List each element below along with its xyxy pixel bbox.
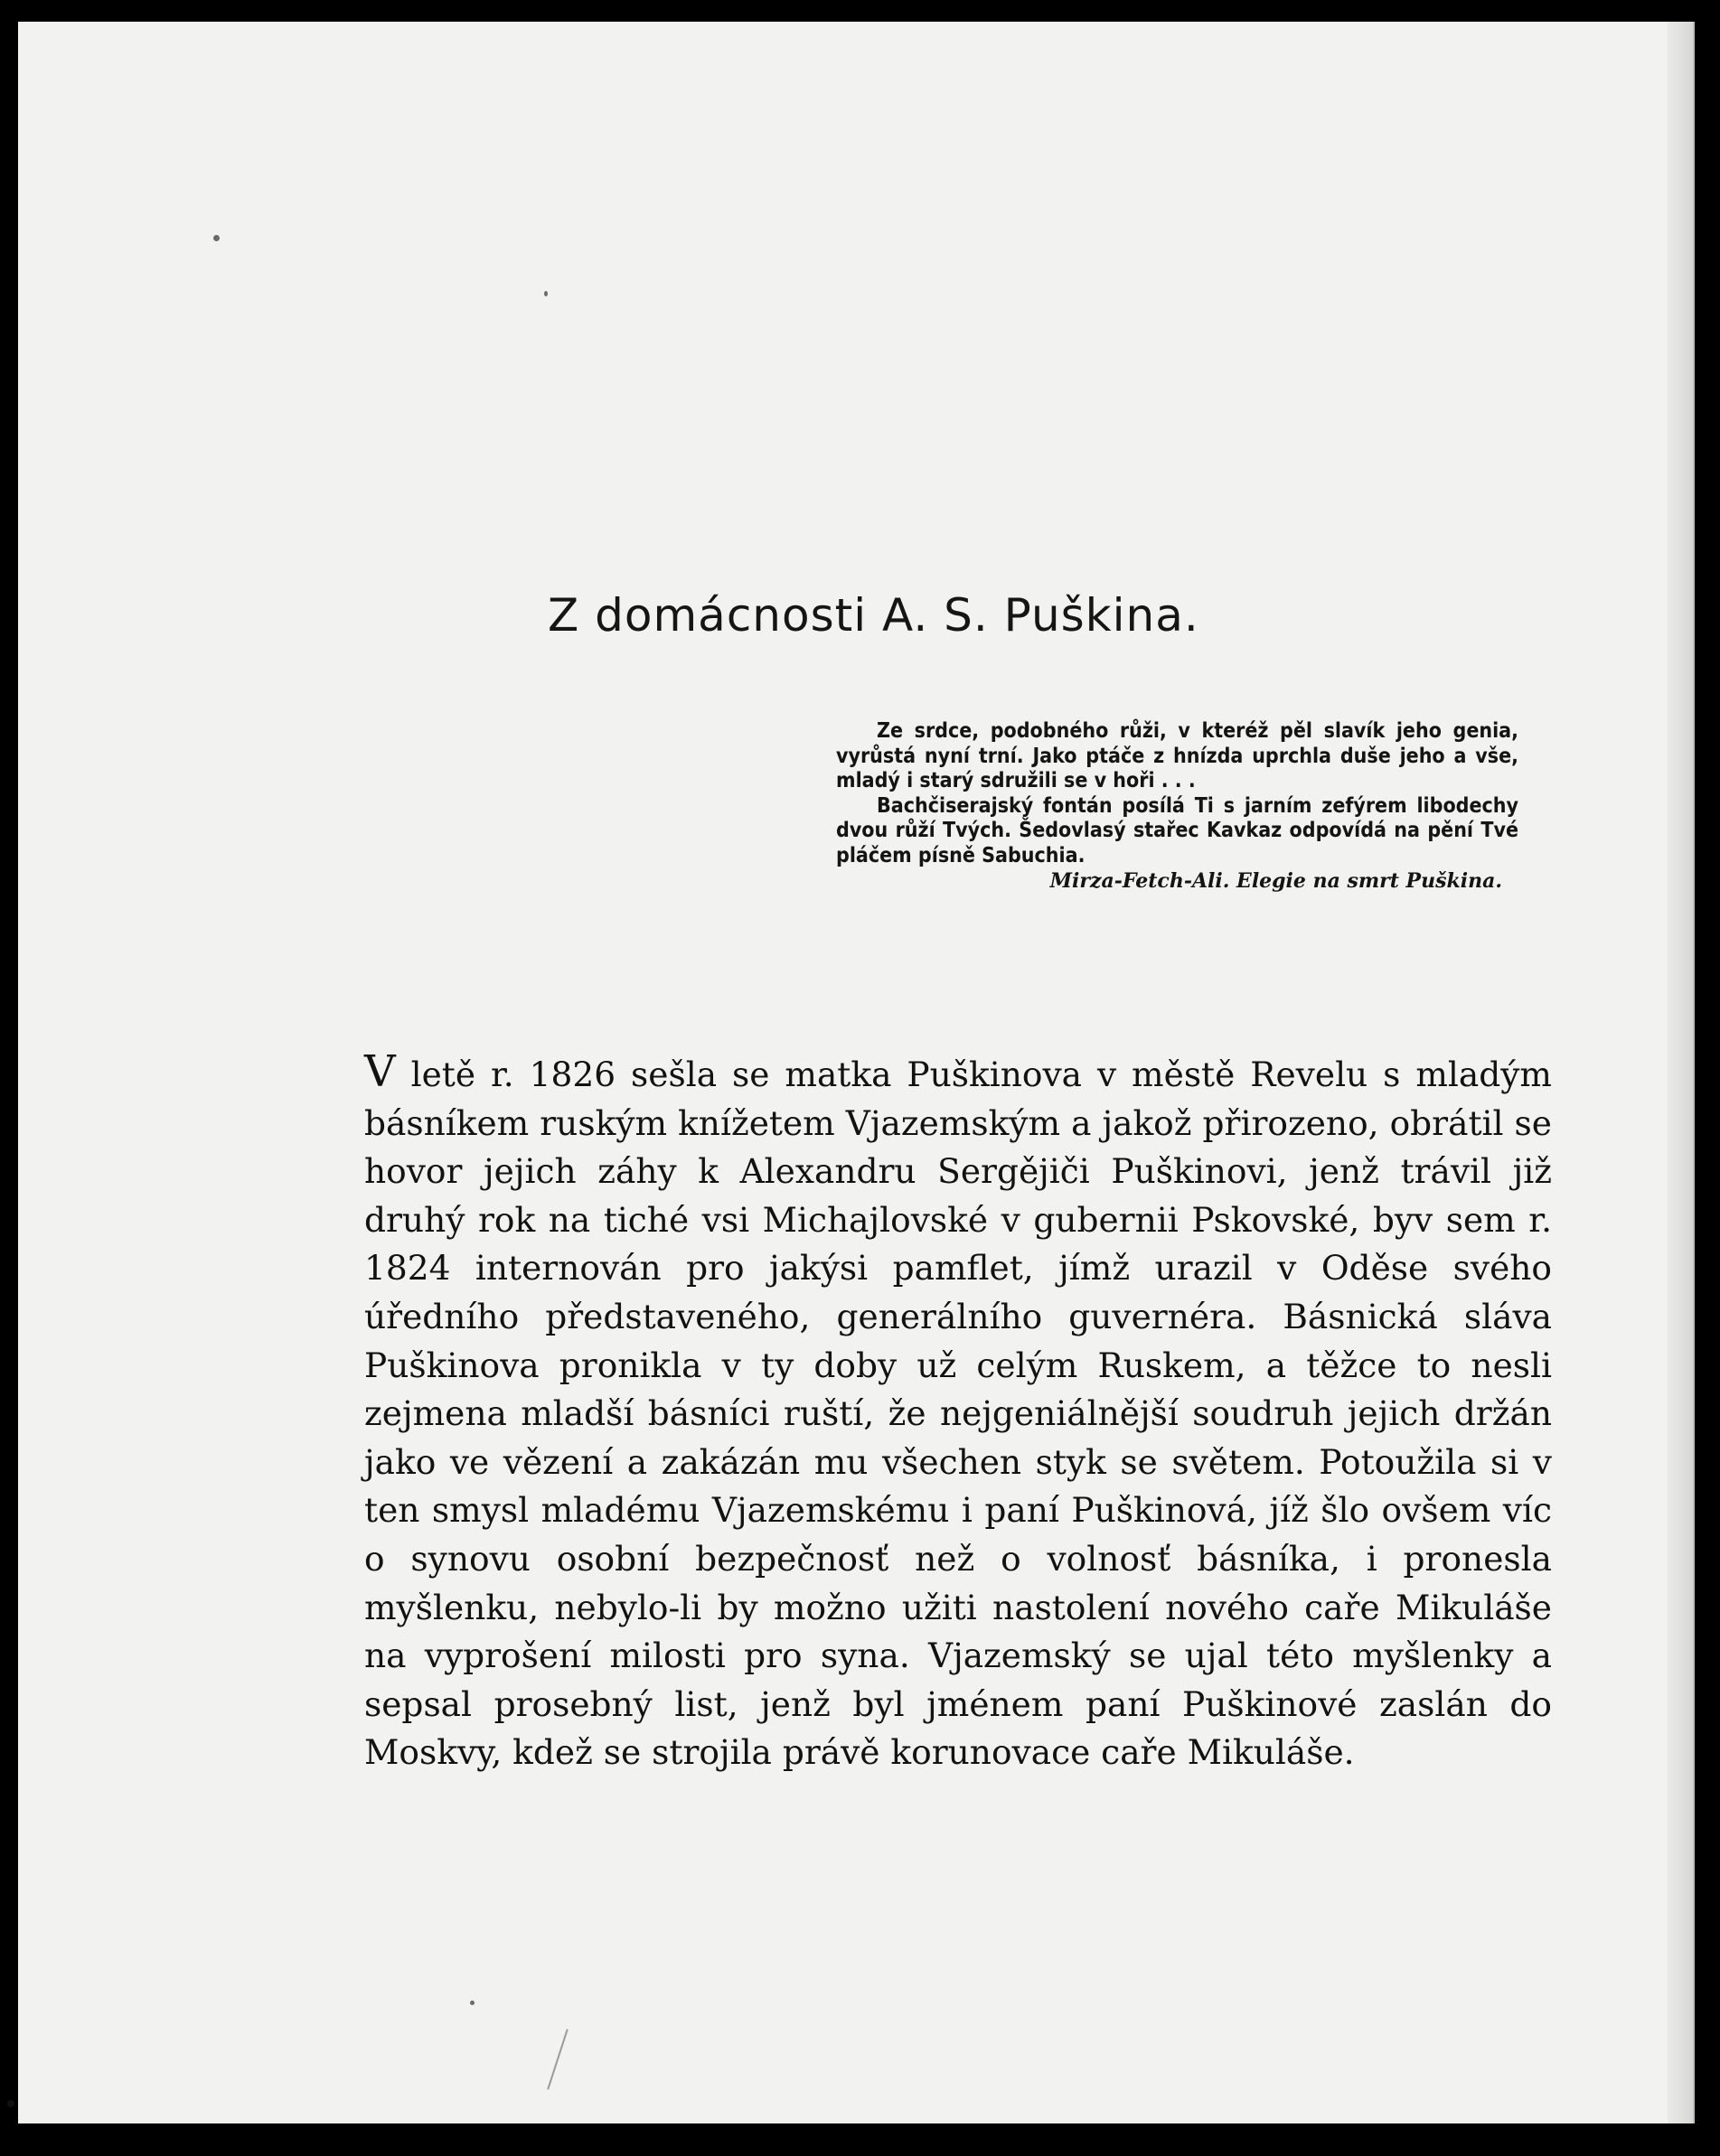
page-edge [1668,22,1693,2123]
page-title: Z domácnosti A. S. Puškina. [548,589,1199,642]
epigraph-attribution: Mirza-Fetch-Ali. Elegie na smrt Puškina. [1049,868,1502,893]
body-paragraph [364,1048,1552,1777]
initial-letter: V [364,1046,396,1097]
epigraph [836,719,1518,894]
paragraph-text: letě r. 1826 sešla se matka Puškinova v městě Revelu s mladým básníkem ruským knížetem Vjazemským a jakož přirozeno, obrátil se hovor jejich záhy k Alexandru Sergějiči Puškinovi, jenž trávil již druhý rok na tiché vsi Michajlovské v gubernii Pskovské, byv sem r. 1824 internován pro jakýsi pamflet, jímž urazil v Oděse svého úředního představeného, generálního guvernéra. Básnická sláva Puškinova pronikla v ty doby už celým Ruskem, a těžce to nesli zejmena mladší básníci ruští, že nejgeniálnější soudruh jejich držán jako ve vězení a zakázán mu všechen styk se světem. Potoužila si v ten smysl mladému Vjazemskému i paní Puškinová, jíž šlo ovšem víc o synovu osobní bezpečnosť než o volnosť básníka, i pronesla myšlenku, nebylo-li by možno užiti nastolení nového caře Mikuláše na vyprošení milosti pro syna. Vjazemský se ujal této myšlenky a sepsal prosebný list, jenž byl jménem paní Puškinové zaslán do Moskvy, kdež se strojila právě korunovace caře Mikuláše. [364,1055,1552,1773]
paper-scratch [547,2029,569,2089]
paper-speck [470,2001,475,2005]
paper-speck [544,291,548,296]
paper-speck [213,235,220,241]
epigraph-paragraph: Ze srdce, podobného růži, v kteréž pěl slavík jeho genia, vyrůstá nyní trní. Jako ptáče z hnízda uprchla duše jeho a vše, mladý i starý sdružili se v hoři . . . [836,719,1518,793]
epigraph-paragraph: Bachčiserajský fontán posílá Ti s jarním zefýrem libodechy dvou růží Tvých. Šedovlasý stařec Kavkaz odpovídá na pění Tvé pláčem písně Sabuchia. [836,793,1518,867]
body-text [364,1048,1552,1777]
page-sheet [18,22,1695,2123]
paper-speck [7,2100,14,2107]
